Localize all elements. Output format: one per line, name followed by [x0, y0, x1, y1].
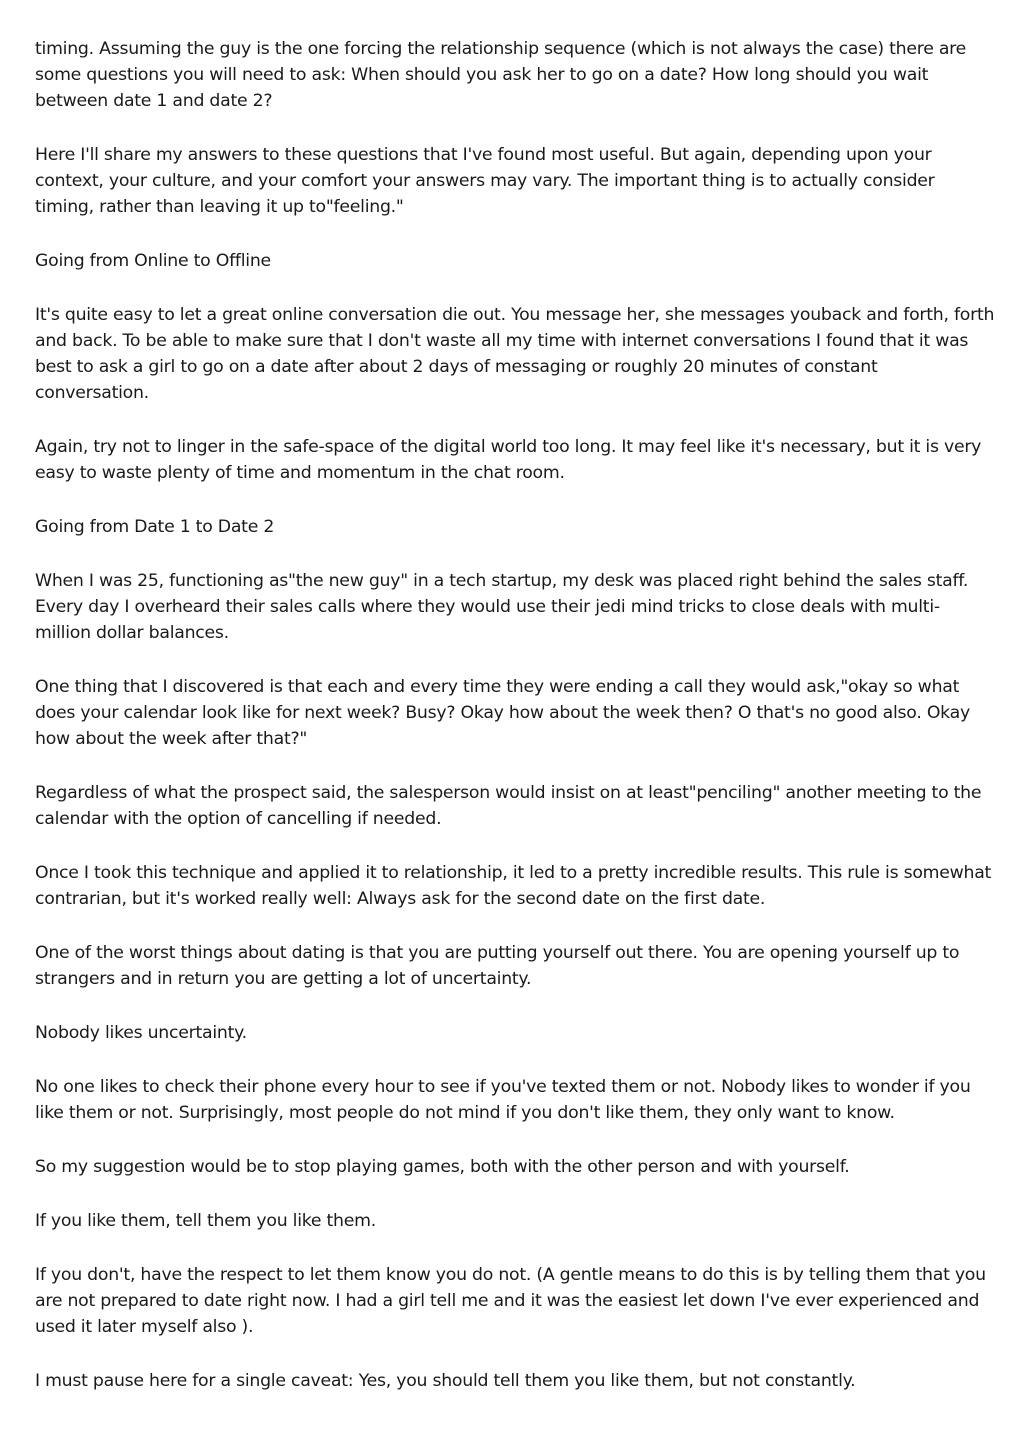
paragraph-penciling: Regardless of what the prospect said, the salesperson would insist on at least"penciling" another meeting to the calendar with the option of cancelling if needed.: [35, 783, 982, 829]
paragraph-uncertainty: Nobody likes uncertainty.: [35, 1023, 247, 1043]
paragraph-digital-world: Again, try not to linger in the safe-space of the digital world too long. It may feel like it's necessary, but it is very easy to waste plenty of time and momentum in the chat room.: [35, 437, 982, 483]
paragraph-worst-things: One of the worst things about dating is that you are putting yourself out there. You are opening yourself up to strangers and in return you are getting a lot of uncertainty.: [35, 943, 960, 989]
paragraph-answers: Here I'll share my answers to these questions that I've found most useful. But again, depending upon your context, your culture, and your comfort your answers may vary. The important thing is to actually consider timing, rather than leaving it up to"feeling.": [35, 145, 935, 217]
paragraph-second-date-rule: Once I took this technique and applied it to relationship, it led to a pretty incredible results. This rule is somewhat contrarian, but it's worked really well: Always ask for the second date on the first date.: [35, 863, 992, 909]
paragraph-respect: If you don't, have the respect to let them know you do not. (A gentle means to do this is by telling them that you are not prepared to date right now. I had a girl tell me and it was the easiest let down I've ever experienced and used it later myself also ).: [35, 1265, 986, 1337]
document-body: [35, 36, 995, 1422]
paragraph-tell-them: If you like them, tell them you like them.: [35, 1211, 376, 1231]
paragraph-intro-timing: timing. Assuming the guy is the one forcing the relationship sequence (which is not always the case) there are some questions you will need to ask: When should you ask her to go on a date? How long should you wait between date 1 and date 2?: [35, 39, 967, 111]
paragraph-online-conversation: It's quite easy to let a great online conversation die out. You message her, she messages youback and forth, forth and back. To be able to make sure that I don't waste all my time with internet conversations I found that it was best to ask a girl to go on a date after about 2 days of messaging or roughly 20 minutes of constant conversation.: [35, 305, 995, 403]
paragraph-check-phone: No one likes to check their phone every hour to see if you've texted them or not. Nobody likes to wonder if you like them or not. Surprisingly, most people do not mind if you don't like them, they only want to know.: [35, 1077, 971, 1123]
paragraph-tech-startup: When I was 25, functioning as"the new guy" in a tech startup, my desk was placed right behind the sales staff. Every day I overheard their sales calls where they would use their jedi mind tricks to close deals with multi-million dollar balances.: [35, 571, 969, 643]
paragraph-caveat: I must pause here for a single caveat: Yes, you should tell them you like them, but not constantly.: [35, 1371, 856, 1391]
paragraph-stop-games: So my suggestion would be to stop playing games, both with the other person and with yourself.: [35, 1157, 850, 1177]
paragraph-sales-calls: One thing that I discovered is that each and every time they were ending a call they would ask,"okay so what does your calendar look like for next week? Busy? Okay how about the week then? O that's no good also. Okay how about the week after that?": [35, 677, 970, 749]
section-heading-date1-date2: Going from Date 1 to Date 2: [35, 517, 275, 537]
section-heading-online-offline: Going from Online to Offline: [35, 251, 271, 271]
